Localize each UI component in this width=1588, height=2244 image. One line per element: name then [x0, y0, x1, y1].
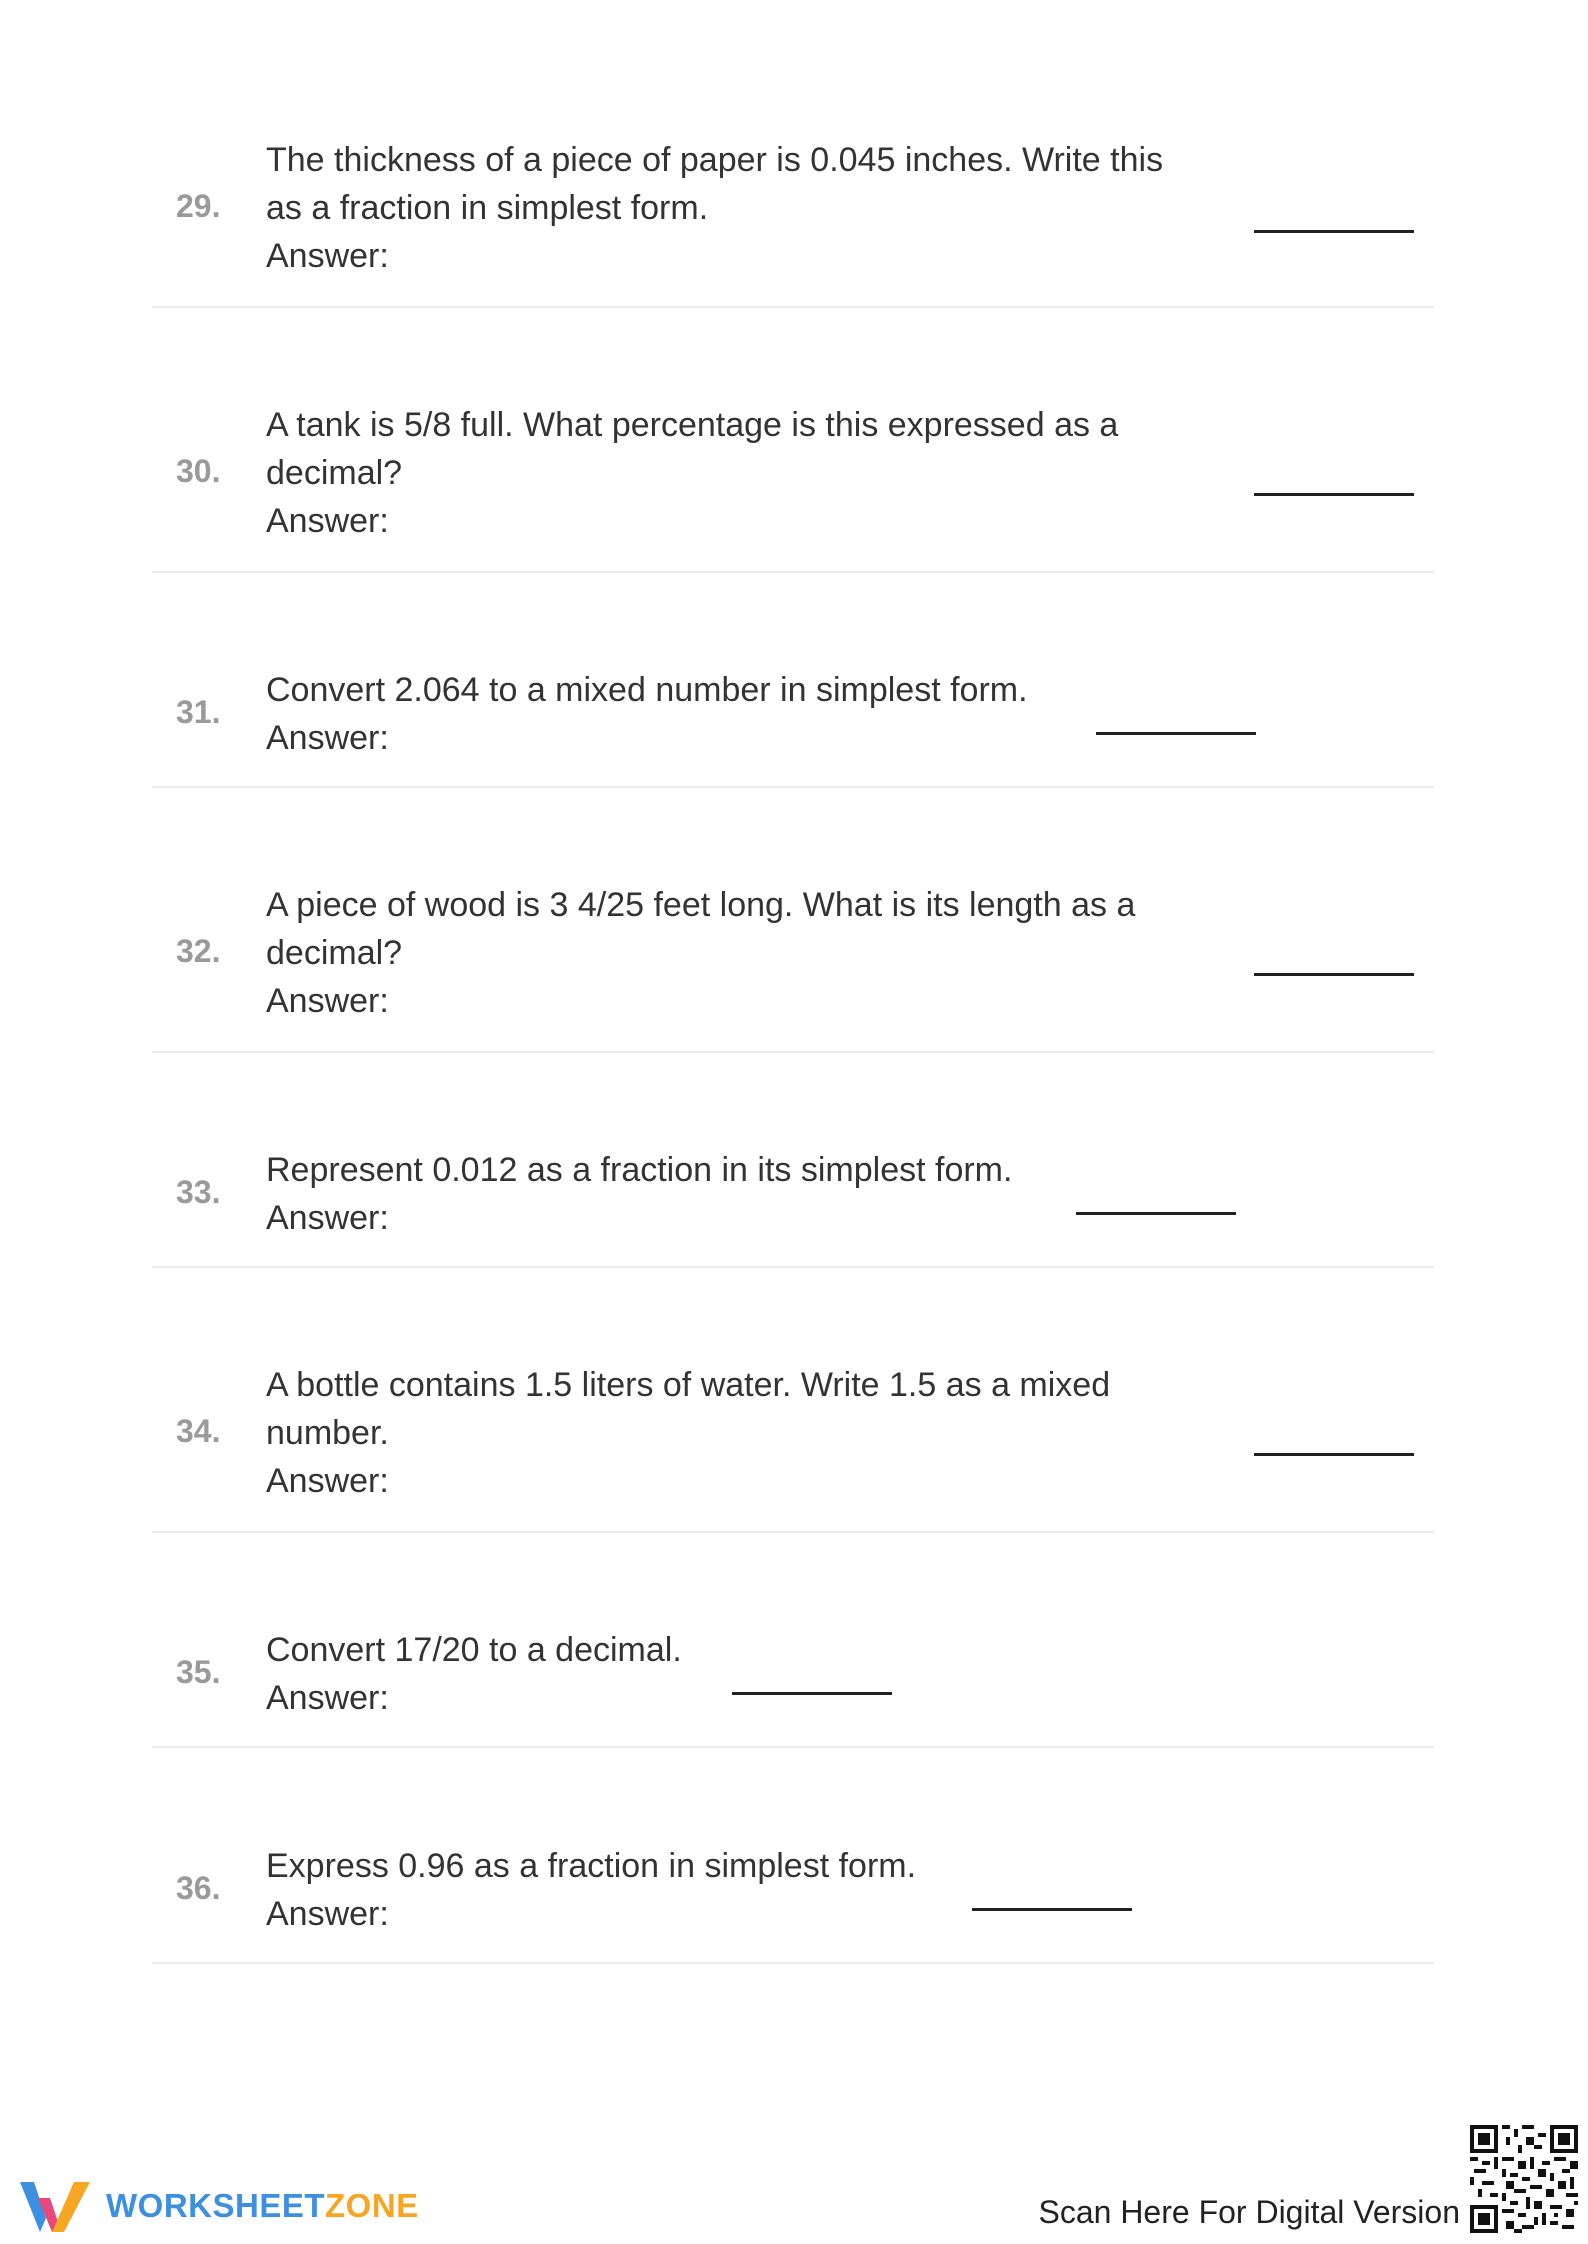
question-text: [266, 1361, 1206, 1505]
answer-blank[interactable]: [1096, 732, 1256, 735]
question-line: A tank is 5/8 full. What percentage is this expressed as a: [266, 406, 1119, 444]
question-35: [152, 1620, 1434, 1748]
question-30: [152, 395, 1434, 573]
logo-text: [106, 2187, 419, 2225]
question-33: [152, 1140, 1434, 1268]
answer-label: Answer:: [266, 982, 389, 1020]
answer-blank[interactable]: [1254, 230, 1414, 233]
answer-label: Answer:: [266, 719, 389, 757]
question-line: decimal?: [266, 934, 403, 972]
question-line: Convert 17/20 to a decimal.: [266, 1631, 682, 1669]
question-text: [266, 1626, 1206, 1722]
question-line: A bottle contains 1.5 liters of water. Write 1.5 as a mixed: [266, 1366, 1111, 1404]
question-34: [152, 1355, 1434, 1533]
question-number: 30.: [176, 453, 221, 489]
question-31: [152, 660, 1434, 788]
answer-label: Answer:: [266, 237, 389, 275]
question-line: Convert 2.064 to a mixed number in simplest form.: [266, 671, 1028, 709]
question-text: [266, 666, 1206, 762]
logo-word-zone: ZONE: [325, 2187, 419, 2224]
answer-blank[interactable]: [1254, 1453, 1414, 1456]
answer-blank[interactable]: [1076, 1212, 1236, 1215]
question-text: [266, 1146, 1206, 1242]
question-number: 36.: [176, 1870, 221, 1906]
answer-label: Answer:: [266, 1199, 389, 1237]
question-line: decimal?: [266, 454, 403, 492]
question-line: Represent 0.012 as a fraction in its simplest form.: [266, 1151, 1013, 1189]
worksheetzone-logo-icon: [18, 2178, 94, 2234]
question-number: 29.: [176, 188, 221, 224]
logo-word-worksheet: WORKSHEET: [106, 2187, 325, 2224]
question-text: [266, 881, 1206, 1025]
question-36: [152, 1836, 1434, 1964]
question-line: as a fraction in simplest form.: [266, 189, 709, 227]
question-text: [266, 401, 1206, 545]
answer-blank[interactable]: [1254, 493, 1414, 496]
question-line: The thickness of a piece of paper is 0.045 inches. Write this: [266, 141, 1164, 179]
question-text: [266, 1842, 1206, 1938]
answer-blank[interactable]: [972, 1908, 1132, 1911]
answer-label: Answer:: [266, 1679, 389, 1717]
question-line: A piece of wood is 3 4/25 feet long. What is its length as a: [266, 886, 1136, 924]
question-number: 33.: [176, 1174, 221, 1210]
qr-code-icon[interactable]: [1470, 2125, 1578, 2233]
question-29: [152, 130, 1434, 308]
question-number: 34.: [176, 1413, 221, 1449]
question-number: 32.: [176, 933, 221, 969]
answer-label: Answer:: [266, 502, 389, 540]
question-line: number.: [266, 1414, 389, 1452]
question-number: 31.: [176, 694, 221, 730]
question-32: [152, 875, 1434, 1053]
scan-here-text: Scan Here For Digital Version: [1038, 2194, 1460, 2230]
answer-label: Answer:: [266, 1462, 389, 1500]
question-line: Express 0.96 as a fraction in simplest form.: [266, 1847, 917, 1885]
answer-blank[interactable]: [1254, 973, 1414, 976]
worksheetzone-logo[interactable]: [18, 2178, 419, 2234]
answer-blank[interactable]: [732, 1692, 892, 1695]
question-text: [266, 136, 1206, 280]
answer-label: Answer:: [266, 1895, 389, 1933]
question-number: 35.: [176, 1654, 221, 1690]
